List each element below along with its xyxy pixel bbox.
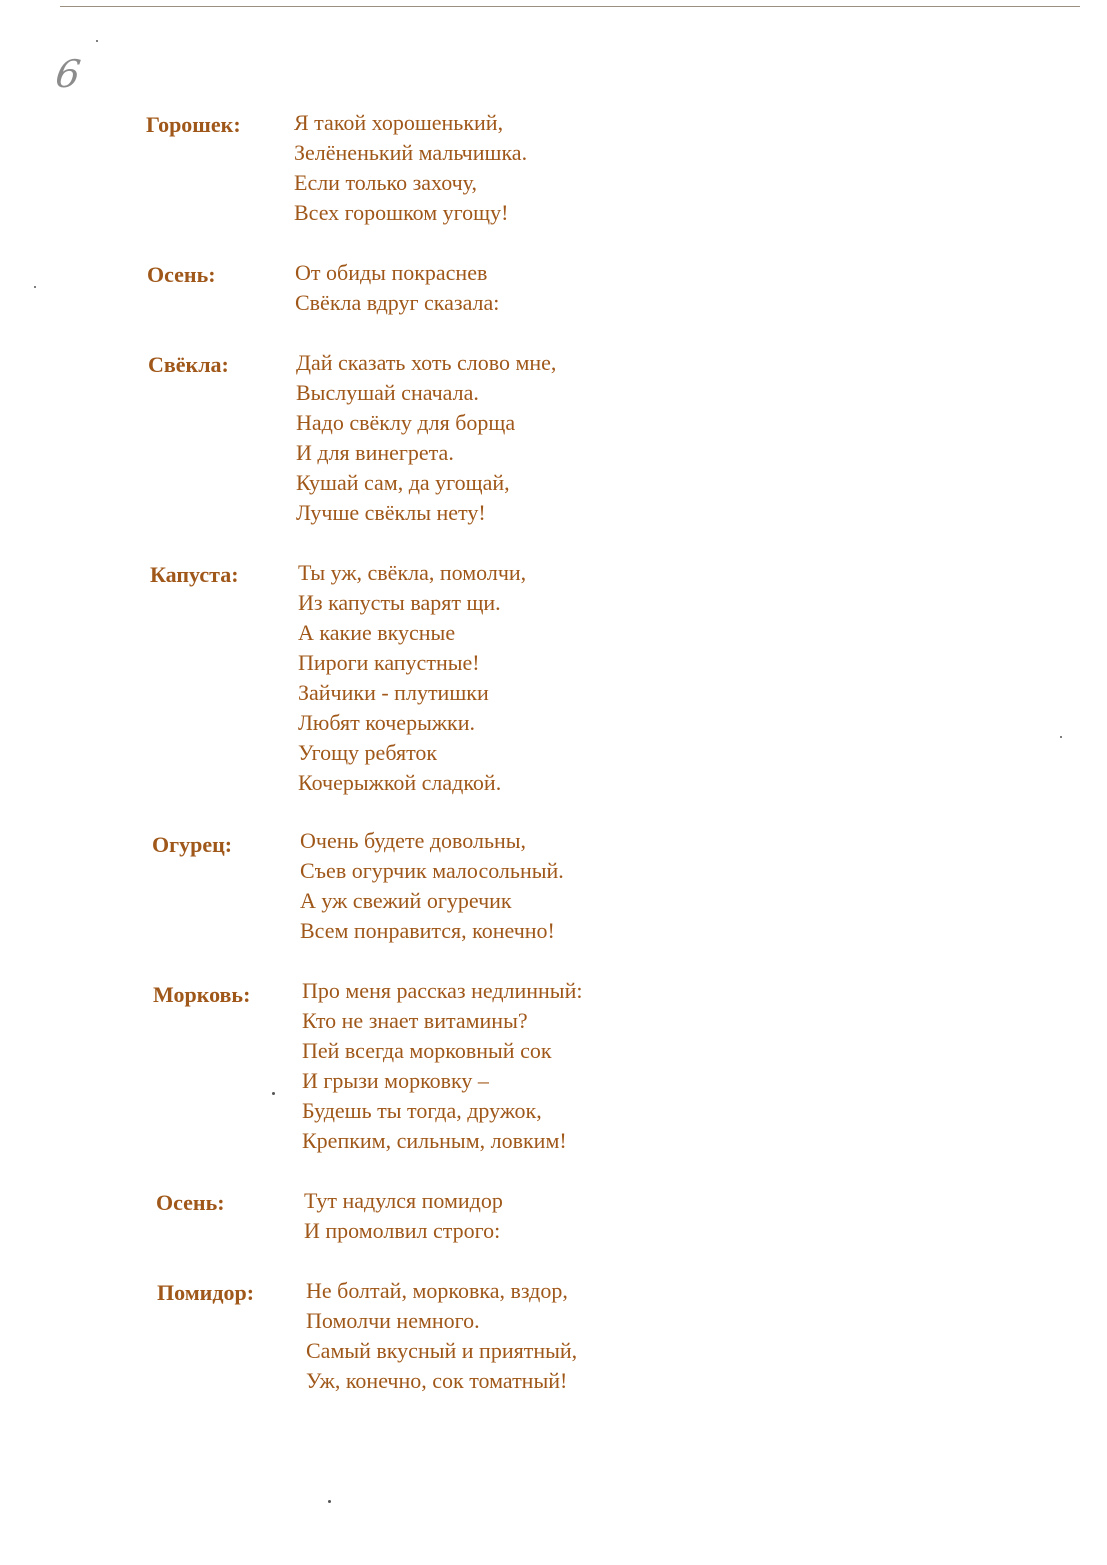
verse-line: Зайчики - плутишки (298, 680, 489, 705)
verse-line: И для винегрета. (296, 440, 454, 465)
verse-line: Всех горошком угощу! (294, 200, 509, 225)
verse-line: Зелёненький мальчишка. (294, 140, 528, 165)
handwritten-page-number: 6 (52, 52, 84, 96)
stanza-lines (300, 826, 564, 946)
speaker-label: Помидор: (157, 1280, 255, 1305)
scan-speck (96, 40, 98, 42)
stanza-lines (294, 108, 527, 228)
speaker-label: Осень: (147, 262, 216, 287)
verse-line: Будешь ты тогда, дружок, (302, 1098, 542, 1123)
verse-line: Свёкла вдруг сказала: (295, 290, 500, 315)
scan-top-edge (60, 6, 1080, 7)
verse-line: Пей всегда морковный сок (302, 1038, 552, 1063)
verse-line: Из капусты варят щи. (298, 590, 501, 615)
verse-line: Помолчи немного. (306, 1308, 480, 1333)
verse-line: Тут надулся помидор (304, 1188, 503, 1213)
speaker-label: Горошек: (146, 112, 241, 137)
speaker-label: Морковь: (153, 982, 251, 1007)
verse-line: А уж свежий огуречик (300, 888, 512, 913)
verse-line: Всем понравится, конечно! (300, 918, 555, 943)
verse-line: От обиды покраснев (295, 260, 488, 285)
verse-line: Съев огурчик малосольный. (300, 858, 564, 883)
speaker-label: Свёкла: (148, 352, 229, 377)
verse-line: Не болтай, морковка, вздор, (306, 1278, 568, 1303)
verse-line: Очень будете довольны, (300, 828, 527, 853)
verse-line: Самый вкусный и приятный, (306, 1338, 578, 1363)
stanza-lines (296, 348, 556, 528)
verse-line: Угощу ребяток (298, 740, 438, 765)
stanza-lines (306, 1276, 577, 1396)
scan-speck (1060, 736, 1062, 738)
verse-line: А какие вкусные (298, 620, 456, 645)
verse-line: Любят кочерыжки. (298, 710, 476, 735)
verse-line: Про меня рассказ недлинный: (302, 978, 583, 1003)
stanza-lines (304, 1186, 503, 1246)
stanza-lines (298, 558, 526, 798)
verse-line: Крепким, сильным, ловким! (302, 1128, 567, 1153)
verse-line: Лучше свёклы нету! (296, 500, 486, 525)
scan-speck (34, 286, 36, 288)
stanza-lines (302, 976, 582, 1156)
speaker-label: Огурец: (152, 832, 233, 857)
verse-line: Надо свёклу для борща (296, 410, 516, 435)
scan-speck (272, 1092, 275, 1095)
verse-line: Пироги капустные! (298, 650, 480, 675)
verse-line: И промолвил строго: (304, 1218, 501, 1243)
verse-line: Кто не знает витамины? (302, 1008, 528, 1033)
verse-line: Я такой хорошенький, (294, 110, 504, 135)
speaker-label: Осень: (156, 1190, 225, 1215)
verse-line: Выслушай сначала. (296, 380, 479, 405)
verse-line: Кочерыжкой сладкой. (298, 770, 502, 795)
stanza-lines (295, 258, 499, 318)
verse-line: Уж, конечно, сок томатный! (306, 1368, 568, 1393)
verse-line: Кушай сам, да угощай, (296, 470, 510, 495)
verse-line: Если только захочу, (294, 170, 477, 195)
scan-speck (328, 1500, 331, 1503)
verse-line: Дай сказать хоть слово мне, (296, 350, 557, 375)
speaker-label: Капуста: (150, 562, 239, 587)
verse-line: Ты уж, свёкла, помолчи, (298, 560, 527, 585)
verse-line: И грызи морковку – (302, 1068, 489, 1093)
